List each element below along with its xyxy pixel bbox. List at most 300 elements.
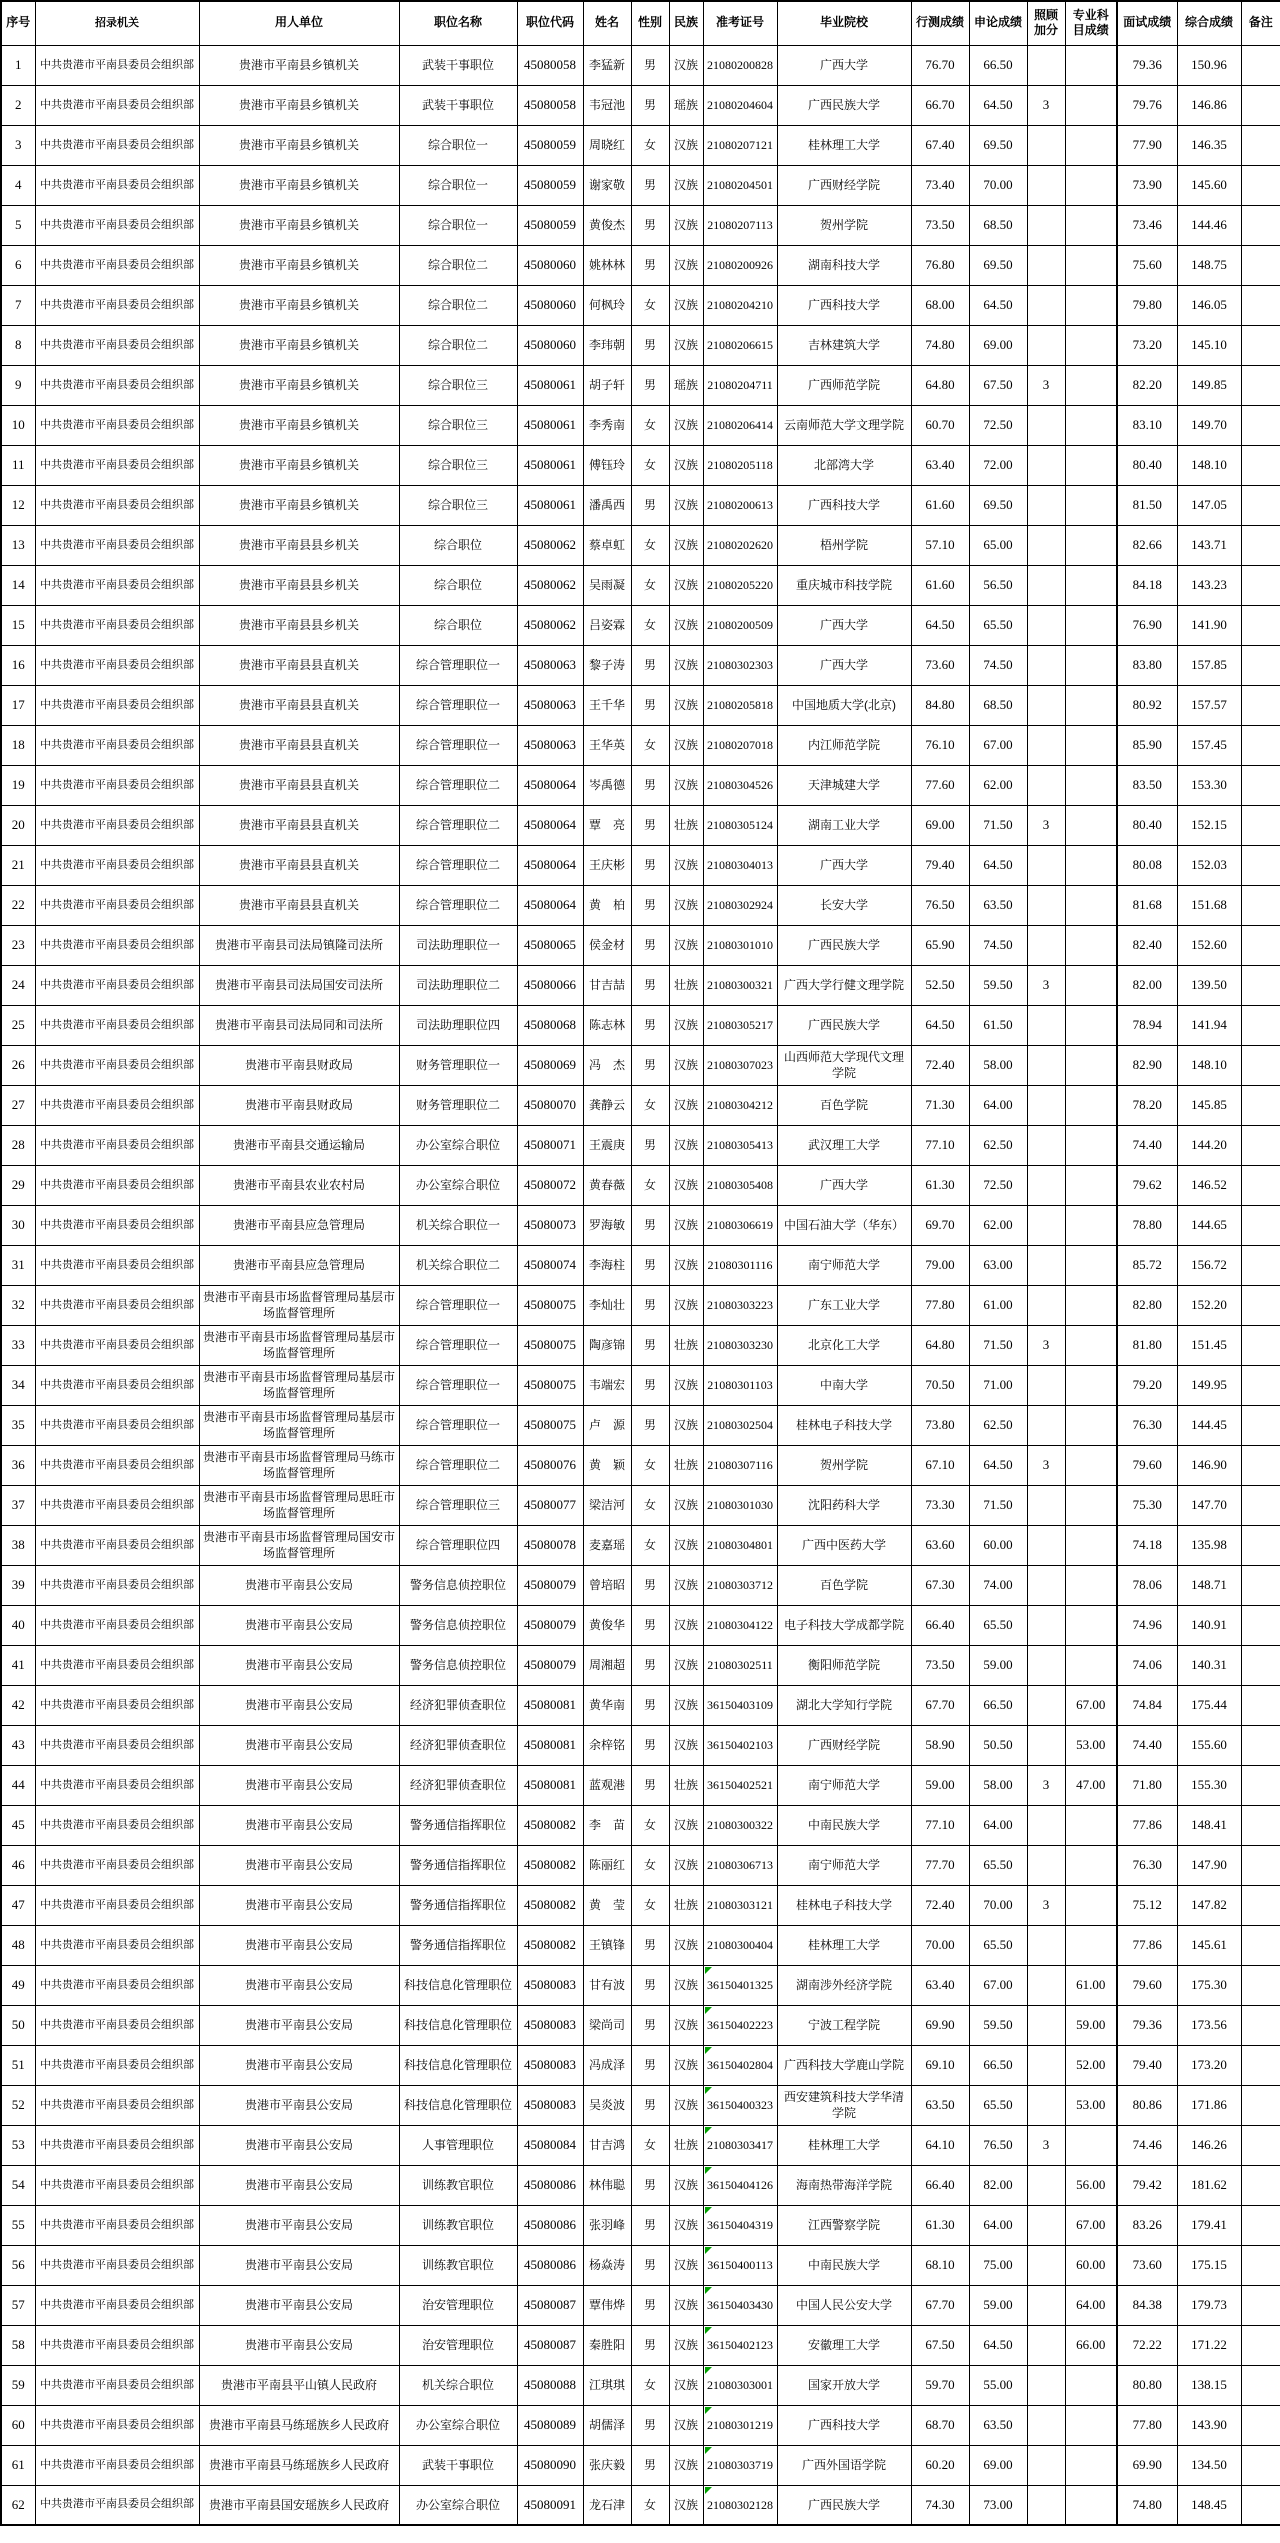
employer-text: 贵港市平南县县直机关	[238, 737, 359, 752]
cell-no	[1, 1565, 35, 1605]
cell-interview	[1117, 45, 1177, 85]
cell-prof	[1065, 325, 1117, 365]
cell-ticket	[703, 85, 777, 125]
school-text: 南宁师范大学	[807, 1857, 880, 1872]
no-text: 14	[11, 577, 25, 593]
employer-text: 贵港市平南县乡镇机关	[238, 297, 359, 312]
name-text: 张庆毅	[588, 2457, 625, 2472]
cell-agency	[35, 1645, 199, 1685]
position-text: 综合职位三	[427, 457, 488, 472]
table-row	[1, 1485, 1280, 1525]
cell-total	[1177, 85, 1241, 125]
s2-text: 63.50	[983, 897, 1013, 913]
cell-interview	[1117, 2365, 1177, 2405]
cell-code	[517, 1765, 583, 1805]
cell-position	[399, 1645, 517, 1685]
cell-prof	[1065, 285, 1117, 325]
agency-text: 中共贵港市平南县委员会组织部	[40, 1098, 194, 1111]
cell-total	[1177, 1445, 1241, 1485]
cell-no	[1, 645, 35, 685]
cell-ticket	[703, 1405, 777, 1445]
cell-s2	[969, 1325, 1027, 1365]
cell-s2	[969, 1485, 1027, 1525]
cell-ethnic	[669, 485, 703, 525]
s2-text: 64.50	[983, 1457, 1013, 1473]
total-text: 146.35	[1191, 137, 1227, 153]
gender-text: 男	[643, 2337, 656, 2352]
cell-bonus	[1027, 965, 1065, 1005]
cell-position	[399, 725, 517, 765]
column-header-agency: 招录机关	[35, 1, 199, 45]
employer-text: 贵港市平南县马练瑶族乡人民政府	[208, 2457, 389, 2472]
cell-s2	[969, 325, 1027, 365]
employer-text: 贵港市平南县公安局	[244, 1617, 353, 1632]
cell-total	[1177, 2445, 1241, 2485]
cell-bonus	[1027, 2365, 1065, 2405]
agency-text: 中共贵港市平南县委员会组织部	[40, 898, 194, 911]
interview-text: 74.18	[1132, 1537, 1162, 1553]
cell-school	[777, 1485, 911, 1525]
cell-ethnic	[669, 1925, 703, 1965]
position-text: 机关综合职位二	[415, 1257, 500, 1272]
gender-text: 男	[643, 497, 656, 512]
ticket-text: 36150402521	[707, 1777, 773, 1792]
cell-s1	[911, 205, 969, 245]
ticket-text: 21080301116	[707, 1257, 773, 1272]
name-text: 周湘超	[588, 1657, 625, 1672]
s1-text: 77.10	[925, 1137, 955, 1153]
table-row	[1, 525, 1280, 565]
no-text: 27	[11, 1097, 25, 1113]
cell-no	[1, 2165, 35, 2205]
cell-employer	[199, 1685, 399, 1725]
prof-text: 64.00	[1076, 2297, 1106, 2313]
cell-prof	[1065, 565, 1117, 605]
ticket-text: 21080305408	[707, 1177, 773, 1192]
table-row	[1, 1005, 1280, 1045]
name-text: 吴雨凝	[588, 577, 625, 592]
cell-ethnic	[669, 725, 703, 765]
cell-s1	[911, 1765, 969, 1805]
cell-bonus	[1027, 1485, 1065, 1525]
employer-text: 贵港市平南县县直机关	[238, 817, 359, 832]
no-text: 11	[11, 457, 25, 473]
cell-remark	[1241, 1645, 1280, 1685]
cell-ethnic	[669, 1645, 703, 1685]
cell-name	[583, 45, 631, 85]
position-text: 武装干事职位	[421, 57, 494, 72]
cell-name	[583, 1445, 631, 1485]
cell-employer	[199, 1845, 399, 1885]
cell-no	[1, 325, 35, 365]
cell-gender	[631, 685, 669, 725]
name-text: 黄俊杰	[588, 217, 625, 232]
interview-text: 77.90	[1132, 137, 1162, 153]
ethnic-text: 汉族	[673, 217, 698, 232]
cell-bonus	[1027, 125, 1065, 165]
cell-remark	[1241, 2125, 1280, 2165]
cell-ticket	[703, 1325, 777, 1365]
cell-interview	[1117, 2205, 1177, 2245]
ethnic-text: 汉族	[673, 2297, 698, 2312]
total-text: 143.23	[1191, 577, 1227, 593]
cell-gender	[631, 885, 669, 925]
ethnic-text: 汉族	[673, 937, 698, 952]
cell-interview	[1117, 2405, 1177, 2445]
gender-text: 男	[643, 1337, 656, 1352]
position-text: 治安管理职位	[421, 2297, 494, 2312]
gender-text: 男	[643, 1937, 656, 1952]
table-row	[1, 1685, 1280, 1725]
employer-text: 贵港市平南县司法局同和司法所	[214, 1017, 383, 1032]
school-text: 广东工业大学	[807, 1297, 880, 1312]
total-text: 157.85	[1191, 657, 1227, 673]
cell-remark	[1241, 2485, 1280, 2525]
cell-position	[399, 2165, 517, 2205]
name-text: 侯金材	[588, 937, 625, 952]
position-text: 综合管理职位一	[415, 697, 500, 712]
name-text: 麦嘉瑶	[588, 1537, 625, 1552]
cell-employer	[199, 605, 399, 645]
cell-s1	[911, 85, 969, 125]
code-text: 45080075	[524, 1337, 576, 1353]
cell-position	[399, 925, 517, 965]
cell-agency	[35, 685, 199, 725]
cell-no	[1, 2045, 35, 2085]
position-text: 综合职位一	[427, 137, 488, 152]
s1-text: 61.30	[925, 1177, 955, 1193]
cell-prof	[1065, 2445, 1117, 2485]
cell-ethnic	[669, 805, 703, 845]
cell-code	[517, 1245, 583, 1285]
cell-code	[517, 445, 583, 485]
cell-agency	[35, 845, 199, 885]
school-text: 广西科技大学	[807, 497, 880, 512]
cell-interview	[1117, 1325, 1177, 1365]
cell-position	[399, 1285, 517, 1325]
ticket-text: 21080305124	[707, 817, 773, 832]
cell-s1	[911, 2365, 969, 2405]
cell-total	[1177, 805, 1241, 845]
s1-text: 79.00	[925, 1257, 955, 1273]
s1-text: 67.30	[925, 1577, 955, 1593]
cell-remark	[1241, 245, 1280, 285]
name-text: 梁洁河	[588, 1497, 625, 1512]
cell-prof	[1065, 45, 1117, 85]
position-text: 科技信息化管理职位	[403, 2097, 512, 2112]
cell-gender	[631, 645, 669, 685]
cell-no	[1, 485, 35, 525]
cell-total	[1177, 2285, 1241, 2325]
cell-code	[517, 1965, 583, 2005]
cell-agency	[35, 925, 199, 965]
s2-text: 69.50	[983, 137, 1013, 153]
cell-interview	[1117, 1645, 1177, 1685]
ticket-text: 21080306713	[707, 1857, 773, 1872]
ethnic-text: 壮族	[673, 1777, 698, 1792]
cell-s1	[911, 1725, 969, 1765]
cell-s2	[969, 1445, 1027, 1485]
code-text: 45080077	[524, 1497, 576, 1513]
school-text: 中南民族大学	[807, 2257, 880, 2272]
cell-no	[1, 565, 35, 605]
s2-text: 69.50	[983, 497, 1013, 513]
cell-remark	[1241, 805, 1280, 845]
column-header-code: 职位代码	[517, 1, 583, 45]
cell-total	[1177, 1125, 1241, 1165]
name-text: 潘禹西	[588, 497, 625, 512]
table-row	[1, 1565, 1280, 1605]
name-text: 李海柱	[588, 1257, 625, 1272]
table-row	[1, 2405, 1280, 2445]
s1-text: 67.50	[925, 2337, 955, 2353]
cell-remark	[1241, 1325, 1280, 1365]
code-text: 45080088	[524, 2377, 576, 2393]
no-text: 25	[11, 1017, 25, 1033]
cell-agency	[35, 1805, 199, 1845]
interview-text: 77.86	[1132, 1937, 1162, 1953]
cell-ethnic	[669, 1845, 703, 1885]
interview-text: 85.72	[1132, 1257, 1162, 1273]
code-text: 45080082	[524, 1937, 576, 1953]
agency-text: 中共贵港市平南县委员会组织部	[40, 1938, 194, 1951]
cell-name	[583, 2405, 631, 2445]
cell-ethnic	[669, 1885, 703, 1925]
cell-total	[1177, 2005, 1241, 2045]
cell-ethnic	[669, 685, 703, 725]
cell-position	[399, 2405, 517, 2445]
cell-prof	[1065, 1805, 1117, 1845]
table-row	[1, 1365, 1280, 1405]
prof-text: 53.00	[1076, 1737, 1106, 1753]
cell-no	[1, 1925, 35, 1965]
school-text: 广西中医药大学	[801, 1537, 886, 1552]
table-row	[1, 165, 1280, 205]
employer-text: 贵港市平南县财政局	[244, 1097, 353, 1112]
cell-gender	[631, 1325, 669, 1365]
no-text: 4	[15, 177, 22, 193]
cell-interview	[1117, 285, 1177, 325]
interview-text: 78.06	[1132, 1577, 1162, 1593]
table-row	[1, 205, 1280, 245]
cell-prof	[1065, 2205, 1117, 2245]
school-text: 广西财经学院	[807, 177, 880, 192]
s1-text: 69.10	[925, 2057, 955, 2073]
cell-bonus	[1027, 1005, 1065, 1045]
cell-no	[1, 1405, 35, 1445]
ticket-text: 21080204711	[707, 377, 773, 392]
cell-school	[777, 1925, 911, 1965]
employer-text: 贵港市平南县乡镇机关	[238, 177, 359, 192]
cell-code	[517, 1445, 583, 1485]
agency-text: 中共贵港市平南县委员会组织部	[40, 178, 194, 191]
cell-bonus	[1027, 2285, 1065, 2325]
school-text: 江西警察学院	[807, 2217, 880, 2232]
cell-position	[399, 405, 517, 445]
cell-interview	[1117, 1685, 1177, 1725]
name-text: 冯成泽	[588, 2057, 625, 2072]
total-text: 171.22	[1191, 2337, 1227, 2353]
cell-interview	[1117, 1365, 1177, 1405]
employer-text: 贵港市平南县公安局	[244, 1777, 353, 1792]
cell-total	[1177, 2405, 1241, 2445]
cell-remark	[1241, 2165, 1280, 2205]
table-row	[1, 445, 1280, 485]
cell-s2	[969, 125, 1027, 165]
cell-no	[1, 885, 35, 925]
s2-text: 50.50	[983, 1737, 1013, 1753]
cell-agency	[35, 1485, 199, 1525]
no-text: 44	[11, 1777, 25, 1793]
s1-text: 77.80	[925, 1297, 955, 1313]
agency-text: 中共贵港市平南县委员会组织部	[40, 2378, 194, 2391]
cell-position	[399, 2325, 517, 2365]
cell-s1	[911, 2445, 969, 2485]
code-text: 45080069	[524, 1057, 576, 1073]
cell-name	[583, 2045, 631, 2085]
s2-text: 76.50	[983, 2137, 1013, 2153]
cell-code	[517, 1165, 583, 1205]
cell-no	[1, 2485, 35, 2525]
cell-agency	[35, 1725, 199, 1765]
cell-bonus	[1027, 725, 1065, 765]
ethnic-text: 汉族	[673, 1417, 698, 1432]
name-text: 蓝观港	[588, 1777, 625, 1792]
name-text: 何枫玲	[588, 297, 625, 312]
school-text: 桂林理工大学	[807, 137, 880, 152]
cell-employer	[199, 725, 399, 765]
ethnic-text: 汉族	[673, 1137, 698, 1152]
agency-text: 中共贵港市平南县委员会组织部	[40, 1538, 194, 1551]
cell-no	[1, 685, 35, 725]
cell-no	[1, 1845, 35, 1885]
code-text: 45080065	[524, 937, 576, 953]
cell-interview	[1117, 2485, 1177, 2525]
no-text: 13	[11, 537, 25, 553]
s1-text: 67.10	[925, 1457, 955, 1473]
cell-gender	[631, 1405, 669, 1445]
cell-total	[1177, 2325, 1241, 2365]
cell-employer	[199, 2085, 399, 2125]
position-text: 综合管理职位二	[415, 897, 500, 912]
cell-s1	[911, 685, 969, 725]
cell-s2	[969, 1125, 1027, 1165]
school-text: 广西外国语学院	[801, 2457, 886, 2472]
cell-s2	[969, 1725, 1027, 1765]
interview-text: 83.10	[1132, 417, 1162, 433]
cell-code	[517, 2405, 583, 2445]
cell-prof	[1065, 805, 1117, 845]
cell-position	[399, 2485, 517, 2525]
code-text: 45080063	[524, 657, 576, 673]
total-text: 148.45	[1191, 2496, 1227, 2512]
cell-no	[1, 2125, 35, 2165]
interview-text: 79.60	[1132, 1457, 1162, 1473]
cell-school	[777, 125, 911, 165]
cell-employer	[199, 405, 399, 445]
ethnic-text: 汉族	[673, 2417, 698, 2432]
cell-ethnic	[669, 1965, 703, 2005]
cell-interview	[1117, 445, 1177, 485]
cell-school	[777, 525, 911, 565]
code-text: 45080086	[524, 2257, 576, 2273]
ticket-text: 21080207113	[707, 217, 773, 232]
ethnic-text: 汉族	[673, 177, 698, 192]
cell-name	[583, 525, 631, 565]
s2-text: 71.50	[983, 817, 1013, 833]
no-text: 48	[11, 1937, 25, 1953]
cell-employer	[199, 765, 399, 805]
gender-text: 女	[643, 2137, 656, 2152]
name-text: 黄俊华	[588, 1617, 625, 1632]
cell-school	[777, 2365, 911, 2405]
cell-total	[1177, 1565, 1241, 1605]
cell-name	[583, 1165, 631, 1205]
cell-code	[517, 1005, 583, 1045]
cell-ticket	[703, 1165, 777, 1205]
cell-total	[1177, 1805, 1241, 1845]
s2-text: 67.00	[983, 1977, 1013, 1993]
ticket-text: 36150400323	[707, 2097, 773, 2112]
cell-school	[777, 2485, 911, 2525]
gender-text: 男	[643, 2017, 656, 2032]
employer-text: 贵港市平南县农业农村局	[232, 1177, 365, 1192]
cell-school	[777, 1285, 911, 1325]
cell-name	[583, 2285, 631, 2325]
cell-interview	[1117, 365, 1177, 405]
gender-text: 男	[643, 2417, 656, 2432]
cell-s1	[911, 2485, 969, 2525]
code-text: 45080073	[524, 1217, 576, 1233]
employer-text: 贵港市平南县乡镇机关	[238, 257, 359, 272]
cell-bonus	[1027, 1845, 1065, 1885]
cell-s1	[911, 2165, 969, 2205]
column-header-ticket: 准考证号	[703, 1, 777, 45]
no-text: 7	[15, 297, 22, 313]
cell-gender	[631, 1085, 669, 1125]
cell-school	[777, 1245, 911, 1285]
s2-text: 58.00	[983, 1057, 1013, 1073]
column-header-remark: 备注	[1241, 1, 1280, 45]
total-text: 175.44	[1191, 1697, 1227, 1713]
table-row	[1, 1285, 1280, 1325]
cell-remark	[1241, 1845, 1280, 1885]
interview-text: 82.20	[1132, 377, 1162, 393]
cell-bonus	[1027, 1645, 1065, 1685]
position-text: 科技信息化管理职位	[403, 1977, 512, 1992]
name-text: 林伟聪	[588, 2177, 625, 2192]
position-text: 警务通信指挥职位	[409, 1937, 506, 1952]
cell-s1	[911, 1005, 969, 1045]
s2-text: 65.00	[983, 537, 1013, 553]
employer-text: 贵港市平南县公安局	[244, 1937, 353, 1952]
cell-school	[777, 85, 911, 125]
cell-prof	[1065, 1685, 1117, 1725]
cell-remark	[1241, 1965, 1280, 2005]
cell-ethnic	[669, 85, 703, 125]
cell-remark	[1241, 365, 1280, 405]
interview-text: 79.36	[1132, 2017, 1162, 2033]
cell-s2	[969, 1965, 1027, 2005]
cell-name	[583, 2365, 631, 2405]
school-text: 电子科技大学成都学院	[783, 1617, 904, 1632]
cell-ethnic	[669, 605, 703, 645]
s2-text: 70.00	[983, 177, 1013, 193]
position-text: 训练教官职位	[421, 2217, 494, 2232]
agency-text: 中共贵港市平南县委员会组织部	[40, 2338, 194, 2351]
cell-school	[777, 1085, 911, 1125]
green-corner-flag-icon	[705, 2447, 712, 2454]
